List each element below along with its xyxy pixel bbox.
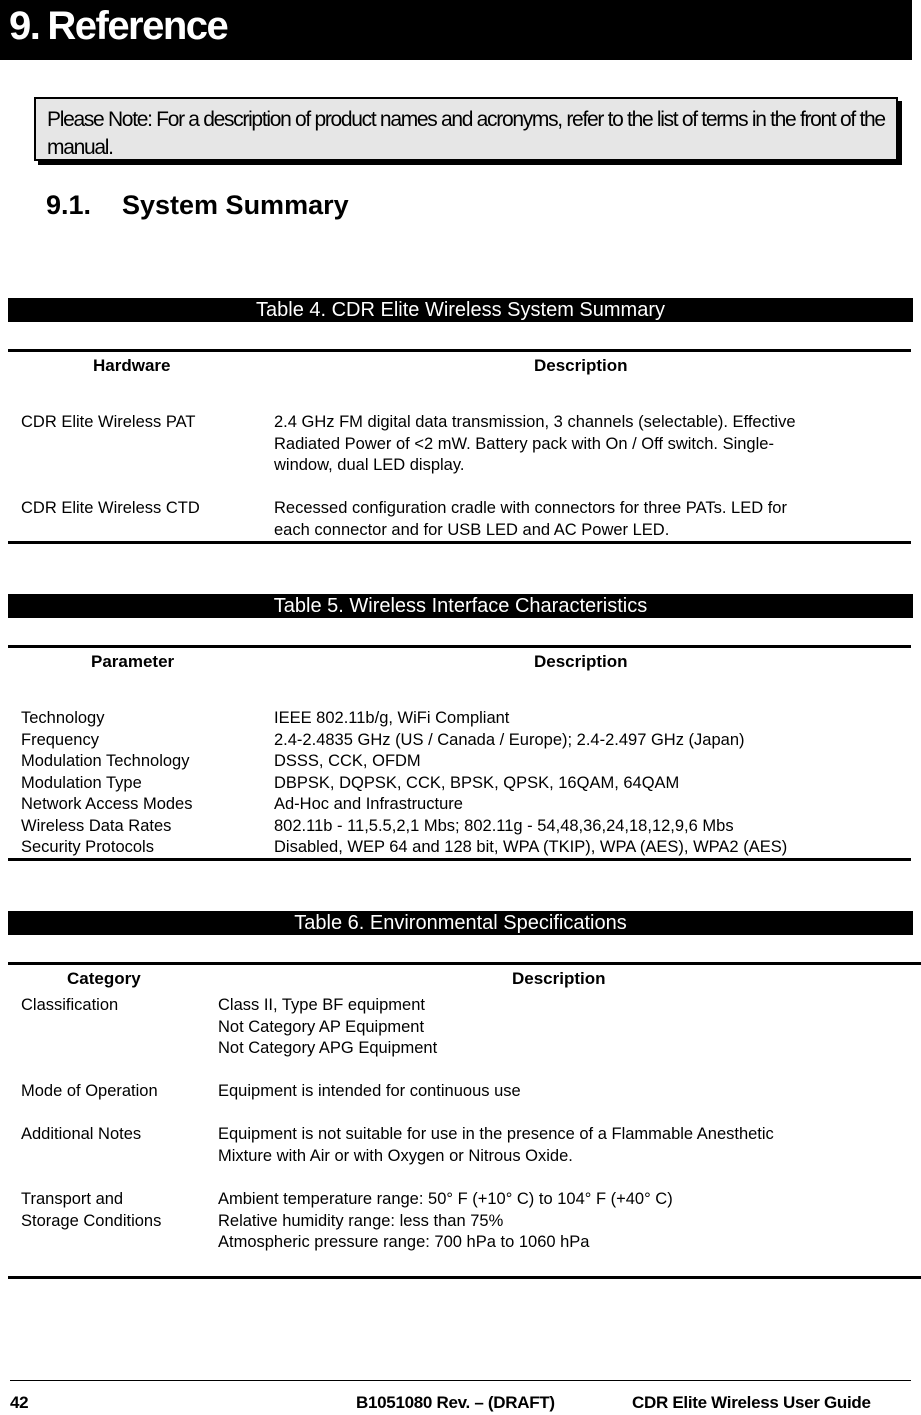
table6-header-category: Category (67, 969, 141, 988)
table6-row-cat-line: Storage Conditions (21, 1211, 162, 1230)
table6-row-desc-line: Relative humidity range: less than 75% (218, 1211, 504, 1230)
table6-row-desc-line: Ambient temperature range: 50° F (+10° C) to 104° F (+40° C) (218, 1190, 673, 1208)
footer-doc-id: B1051080 Rev. – (DRAFT) (356, 1393, 555, 1412)
table6-row-desc-line: Class II, Type BF equipment (218, 996, 425, 1014)
table6-row-cat: Additional Notes (21, 1125, 142, 1143)
footer-guide-title: CDR Elite Wireless User Guide (632, 1393, 871, 1412)
table4-row-desc-line: each connector and for USB LED and AC Power LED. (274, 520, 670, 539)
footer-rule (10, 1380, 911, 1381)
table6-row-desc-line: Equipment is intended for continuous use (218, 1082, 521, 1100)
table5-top-rule (8, 645, 911, 648)
table6-header-description: Description (512, 969, 606, 988)
table6-row-cat-line: Transport and (21, 1190, 124, 1208)
table5-param: Technology (21, 709, 105, 727)
table4-header-description: Description (534, 356, 628, 375)
table6-top-rule (8, 962, 921, 965)
table4-header-hardware: Hardware (93, 356, 171, 375)
chapter-number: 9. (9, 4, 40, 48)
table6-row-desc-line: Mixture with Air or with Oxygen or Nitrous Oxide. (218, 1146, 573, 1165)
table4-caption: Table 4. CDR Elite Wireless System Summary (8, 298, 913, 322)
table4-row-desc-line: Radiated Power of <2 mW. Battery pack with On / Off switch. Single- (274, 434, 774, 453)
table6-row-desc (218, 995, 437, 1060)
table5-desc-column (274, 708, 787, 859)
table4-row-desc-line: 2.4 GHz FM digital data transmission, 3 channels (selectable). Effective (274, 413, 796, 431)
note-text: Please Note: For a description of product names and acronyms, refer to the list of terms in the front of the manual. (47, 108, 885, 159)
section-title-text: System Summary (122, 190, 349, 220)
table5-desc: Ad-Hoc and Infrastructure (274, 795, 463, 813)
table5-bottom-rule (8, 858, 911, 861)
table4-row-item: CDR Elite Wireless PAT (21, 413, 196, 431)
table6-row-desc (218, 1081, 521, 1103)
chapter-heading-bar (0, 0, 912, 60)
table5-desc: DSSS, CCK, OFDM (274, 752, 421, 770)
table4-row-desc-line: Recessed configuration cradle with connectors for three PATs. LED for (274, 499, 787, 517)
table4-row-desc-line: window, dual LED display. (274, 456, 465, 474)
table4-row-desc (274, 498, 787, 541)
table6-row-desc (218, 1124, 774, 1167)
table6-row-desc (218, 1189, 673, 1254)
footer-page-number: 42 (10, 1393, 29, 1412)
note-box (34, 97, 898, 161)
table5-desc: IEEE 802.11b/g, WiFi Compliant (274, 709, 510, 727)
table6-bottom-rule (8, 1276, 921, 1279)
table6-row-desc-line: Not Category APG Equipment (218, 1039, 438, 1057)
table5-header-description: Description (534, 652, 628, 671)
table4-row-item: CDR Elite Wireless CTD (21, 499, 200, 517)
table4-top-rule (8, 349, 911, 352)
table6-row-cat (21, 1189, 161, 1232)
table6-row-cat: Mode of Operation (21, 1082, 158, 1100)
table5-param-column (21, 708, 192, 859)
table5-desc: 802.11b - 11,5.5,2,1 Mbs; 802.11g - 54,48,36,24,18,12,9,6 Mbs (274, 816, 734, 835)
table4-bottom-rule (8, 541, 911, 544)
table5-header-parameter: Parameter (91, 652, 175, 671)
table6-row-desc-line: Not Category AP Equipment (218, 1017, 425, 1036)
table5-param: Security Protocols (21, 838, 154, 856)
chapter-title-text: Reference (47, 4, 228, 48)
table5-param: Modulation Type (21, 773, 142, 792)
table5-param: Network Access Modes (21, 795, 193, 813)
table5-caption: Table 5. Wireless Interface Characteristics (8, 594, 913, 618)
section-title (46, 190, 349, 221)
table5-desc: 2.4-2.4835 GHz (US / Canada / Europe); 2.4-2.497 GHz (Japan) (274, 730, 745, 749)
table5-param: Frequency (21, 730, 99, 749)
table5-desc: DBPSK, DQPSK, CCK, BPSK, QPSK, 16QAM, 64QAM (274, 773, 680, 792)
table6-row-desc-line: Equipment is not suitable for use in the presence of a Flammable Anesthetic (218, 1125, 774, 1143)
table6-caption: Table 6. Environmental Specifications (8, 911, 913, 935)
table5-param: Modulation Technology (21, 752, 190, 770)
chapter-title (9, 4, 227, 49)
table5-param: Wireless Data Rates (21, 816, 172, 835)
table5-desc: Disabled, WEP 64 and 128 bit, WPA (TKIP), WPA (AES), WPA2 (AES) (274, 838, 788, 856)
table6-row-cat: Classification (21, 996, 119, 1014)
table4-row-desc (274, 412, 796, 477)
section-number: 9.1. (46, 190, 92, 220)
table6-row-desc-line: Atmospheric pressure range: 700 hPa to 1060 hPa (218, 1233, 590, 1251)
